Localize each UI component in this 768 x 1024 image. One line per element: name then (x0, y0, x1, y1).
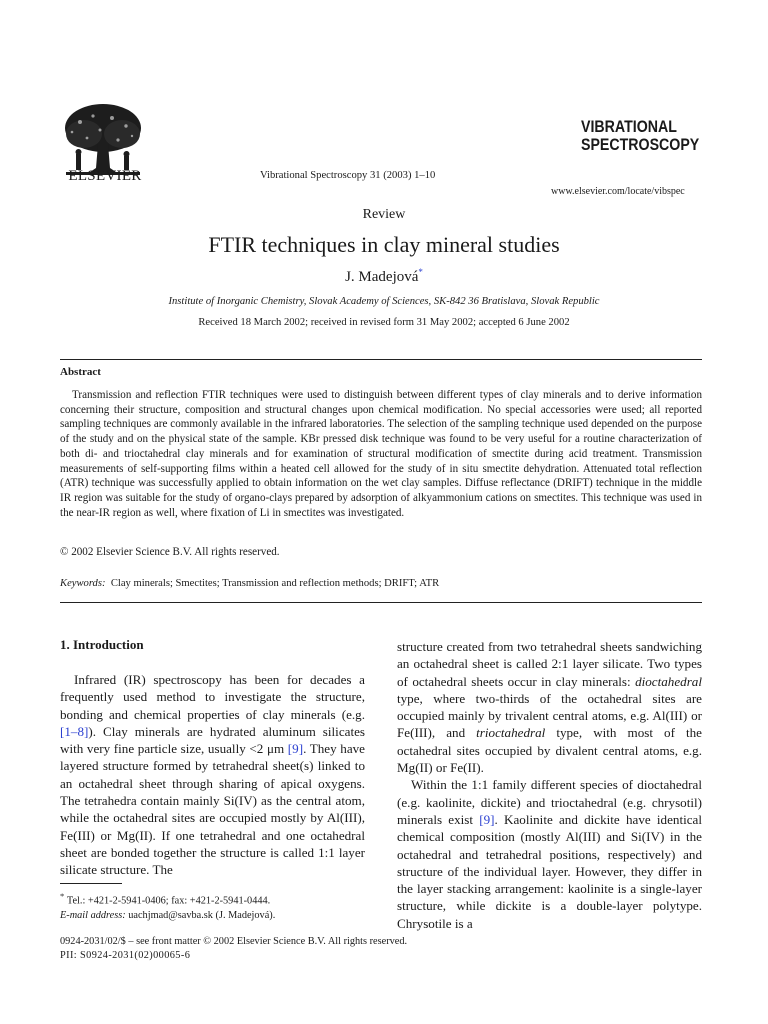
journal-url[interactable]: www.elsevier.com/locate/vibspec (551, 186, 685, 197)
author-footnote-link[interactable]: * (418, 267, 423, 277)
footnote-email: E-mail address: uachjmad@savba.sk (J. Madejová). (60, 910, 276, 922)
right-column (397, 638, 702, 932)
abstract-heading: Abstract (60, 366, 101, 378)
citation-link[interactable]: [9] (287, 741, 304, 757)
left-column (60, 671, 365, 879)
affiliation: Institute of Inorganic Chemistry, Slovak Academy of Sciences, SK-842 36 Bratislava, Slovak Republic (168, 296, 600, 307)
author (0, 267, 768, 286)
abstract-paragraph: Transmission and reflection FTIR techniques were used to distinguish between different types of clay minerals and to derive information concerning their structure, composition and structural changes upon chemical modification. No special accessories were used; all reported sampling techniques are commonly available in the infrared laboratories. The selection of the sampling technique used depended on the purpose of the study and on the physical state of the sample. KBr pressed disk technique was found to be very useful for a routine characterization of both di- and trioctahedral clay minerals and for examination of structural modification of smectite during acid treatment. Transmission measurements of self-supporting films within a heated cell allowed for the study of in situ smectite dehydration. Attenuated total reflection (ATR) technique was successfully applied to obtain information on the wet clay samples. Diffuse reflectance (DRIFT) technique in the middle IR region was suitable for the study of organo-clays prepared by adsorption of alkyammonium cations on smectites. This technique was used in the near-IR region as well, where fixation of Li in smectites was investigated. (60, 389, 702, 519)
abstract-bottom-rule (60, 602, 702, 603)
keywords-text: Clay minerals; Smectites; Transmission and reflection methods; DRIFT; ATR (110, 578, 440, 589)
article-title: FTIR techniques in clay mineral studies (208, 232, 560, 257)
footnote-contact: * Tel.: +421-2-5941-0406; fax: +421-2-5941-0444. (60, 891, 271, 907)
publisher-name: ELSEVIER (68, 168, 142, 184)
keywords-label: Keywords: (60, 578, 106, 589)
journal-name-line2: SPECTROSCOPY (581, 136, 700, 154)
article-dates: Received 18 March 2002; received in revised form 31 May 2002; accepted 6 June 2002 (198, 317, 570, 328)
section-heading-introduction: 1. Introduction (60, 637, 144, 652)
citation-link[interactable]: [1–8] (60, 723, 89, 739)
email-address[interactable]: uachjmad@savba.sk (J. Madejová). (128, 910, 276, 922)
journal-name (581, 118, 699, 154)
copyright-notice: © 2002 Elsevier Science B.V. All rights reserved. (60, 546, 280, 558)
intro-paragraph-1: Infrared (IR) spectroscopy has been for decades a frequently used method to investigate the structure, bonding and chemical properties of clay minerals (e.g. [1–8]). Clay minerals are hydrated aluminum silicates with very fine particle size, usually <2 μm [9]. They have layered structure formed by tetrahedral sheet(s) linked to an octahedral sheet through sharing of apical oxygens. The tetrahedra contain mainly Si(IV) as the central atom, while the octahedral sites are occupied mostly by Al(III), Fe(III) or Mg(II). If one tetrahedral and one octahedral sheet are bonded together the structure is called 1:1 layer silicate structure. The (60, 672, 365, 878)
citation-link[interactable]: [9] (479, 811, 495, 827)
intro-paragraph-2: structure created from two tetrahedral sheets sandwiching an octahedral sheet is called 2:1 layer silicate. Two types of octahedral sheets occur in clay minerals: dioctahedral type, where two-thirds of the octahedral sites are occupied mainly by trivalent central atoms, e.g. Al(III) or Fe(III), and trioctahedral type, with most of the octahedral sites occupied by divalent central atoms, e.g. Mg(II) or Fe(II). (397, 639, 702, 776)
intro-paragraph-3: Within the 1:1 family different species of dioctahedral (e.g. kaolinite, dickite) and trioctahedral (e.g. chrysotil) minerals exist [9]. Kaolinite and dickite have identical chemical composition (mostly Al(III) and Si(IV) in the octahedral and tetrahedral positions, respectively) and structure of the individual layer. However, they differ in the layer stacking arrangement: kaolinite is a single-layer structure, while dickite is a double-layer polytype. Chrysotile is a (397, 777, 702, 931)
article-type: Review (362, 207, 406, 222)
abstract-top-rule (60, 359, 702, 360)
pii-line: PII: S0924-2031(02)00065-6 (60, 950, 191, 961)
journal-citation: Vibrational Spectroscopy 31 (2003) 1–10 (260, 170, 436, 181)
abstract-body (60, 388, 702, 520)
keywords (60, 578, 439, 589)
footnote-rule (60, 883, 122, 884)
footnote (60, 889, 275, 923)
issn-line: 0924-2031/02/$ – see front matter © 2002 Elsevier Science B.V. All rights reserved. (60, 936, 408, 947)
author-name: J. Madejová (345, 269, 419, 285)
journal-name-line1: VIBRATIONAL (581, 118, 677, 136)
